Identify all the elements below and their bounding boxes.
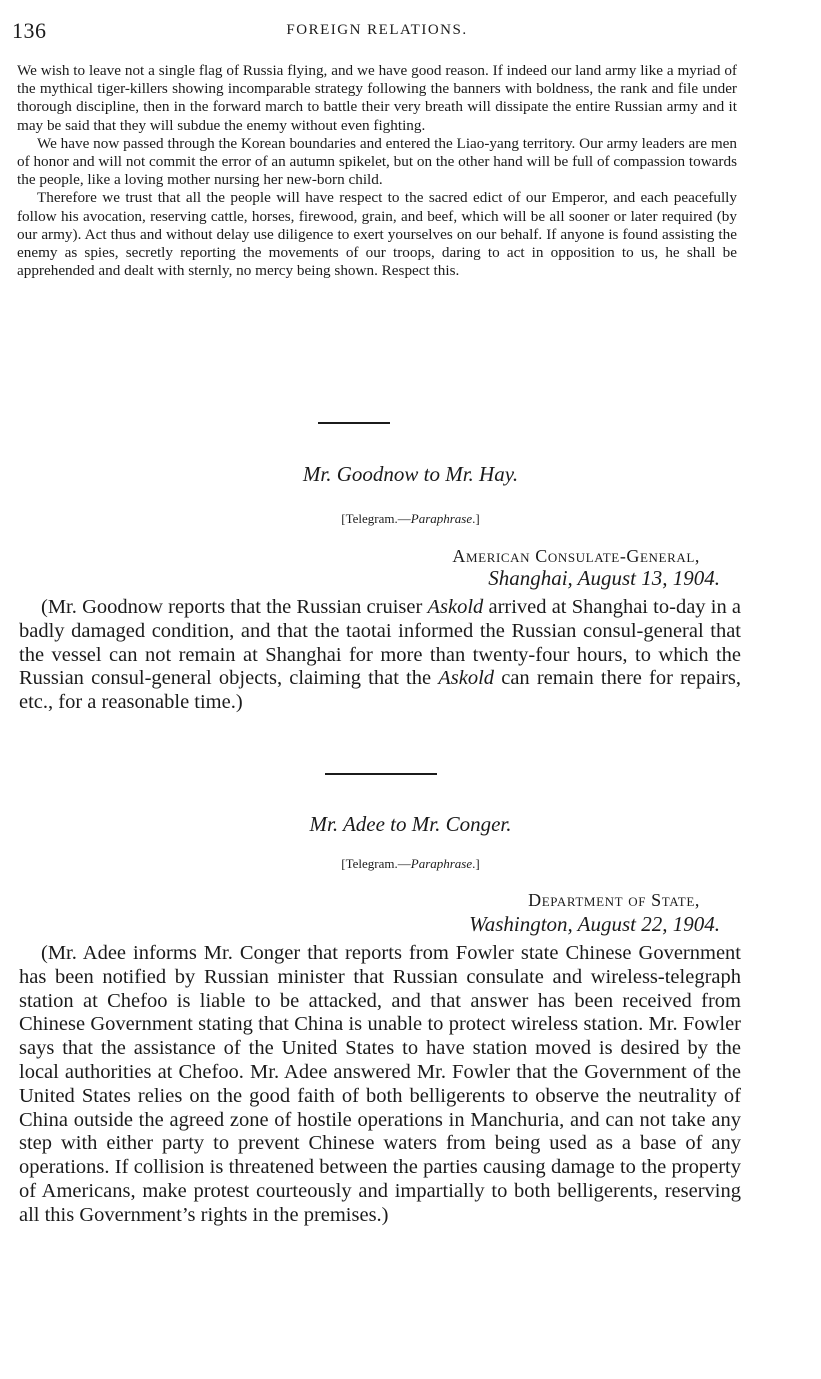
proclamation-text: [17, 62, 737, 280]
proclamation-paragraph-2: We have now passed through the Korean boundaries and entered the Liao-yang territory. Our army leaders are men of honor and will not commit the error of an autumn spikelet, but on the other hand will be full of compassion towards the people, like a loving mother nursing her new-born child.: [17, 134, 737, 189]
document-body: [19, 942, 741, 1228]
telegram-close: .]: [472, 511, 480, 526]
section-divider: [325, 773, 437, 775]
running-head: FOREIGN RELATIONS.: [286, 22, 468, 38]
telegram-label: [Telegram.—: [341, 856, 411, 871]
telegram-label: [Telegram.—: [341, 511, 411, 526]
telegram-note: [0, 511, 821, 527]
section-divider: [318, 422, 390, 424]
ship-name: Askold: [438, 667, 495, 690]
telegram-note: [0, 856, 821, 872]
page-number: 136: [12, 18, 47, 43]
proclamation-paragraph-1: We wish to leave not a single flag of Russia flying, and we have good reason. If indeed our land army like a myriad of the mythical tiger-killers showing incomparable strategy following the banners with boldness, the rank and file under thorough discipline, then in the forward march to battle their very breath will dissipate the entire Russian army and it may be said that they will subdue the enemy without even fighting.: [17, 62, 737, 134]
ship-name: Askold: [427, 596, 484, 618]
place-and-date: Shanghai, August 13, 1904.: [488, 566, 720, 590]
telegram-close: .]: [472, 856, 480, 871]
document-body: [19, 596, 741, 715]
sender-office: American Consulate-General,: [452, 546, 700, 566]
document-heading: Mr. Adee to Mr. Conger.: [309, 812, 512, 836]
place-and-date: Washington, August 22, 1904.: [469, 912, 720, 936]
body-paragraph: [19, 596, 741, 715]
body-text-part: (Mr. Goodnow reports that the Russian cruiser: [41, 596, 428, 618]
telegram-italic: Paraphrase: [410, 511, 473, 526]
body-text-part: can remain there for repairs, etc., for a reasonable time.): [19, 667, 741, 714]
page-header: [12, 18, 742, 46]
telegram-italic: Paraphrase: [410, 856, 473, 871]
proclamation-paragraph-3: Therefore we trust that all the people will have respect to the sacred edict of our Emperor, and each peacefully follow his avocation, reserving cattle, horses, firewood, grain, and beef, which will be all sooner or later required (by our army). Act thus and without delay use diligence to exert yourselves on our behalf. If anyone is found assisting the enemy as spies, secretly reporting the movements of our troops, daring to act in opposition to us, he shall be apprehended and dealt with sternly, no mercy being shown. Respect this.: [17, 189, 737, 280]
body-text-part: arrived at Shanghai to-day in a badly damaged condition, and that the taotai informed the Russian consul-general that the vessel can not remain at Shanghai for more than twenty-four hours, to which the Russian consul-general objects, claiming that the: [19, 596, 741, 690]
sender-office: Department of State,: [528, 890, 700, 910]
body-paragraph: (Mr. Adee informs Mr. Conger that reports from Fowler state Chinese Government has been notified by Russian minister that Russian consulate and wireless-telegraph station at Chefoo is liable to be attacked, and that answer has been received from Chinese Government stating that China is unable to protect wireless station. Mr. Fowler says that the assistance of the United States to have station moved is desired by the local authorities at Chefoo. Mr. Adee answered Mr. Fowler that the Government of the United States relies on the good faith of both belligerents to observe the neutrality of China outside the agreed zone of hostile operations in Manchuria, and can not take any step with either party to prevent Chinese waters from being used as a base of any operations. If collision is threatened between the parties causing damage to the property of Americans, make protest courteously and impartially to both belligerents, reserving all this Government’s rights in the premises.): [19, 942, 741, 1226]
document-heading: Mr. Goodnow to Mr. Hay.: [302, 462, 519, 486]
